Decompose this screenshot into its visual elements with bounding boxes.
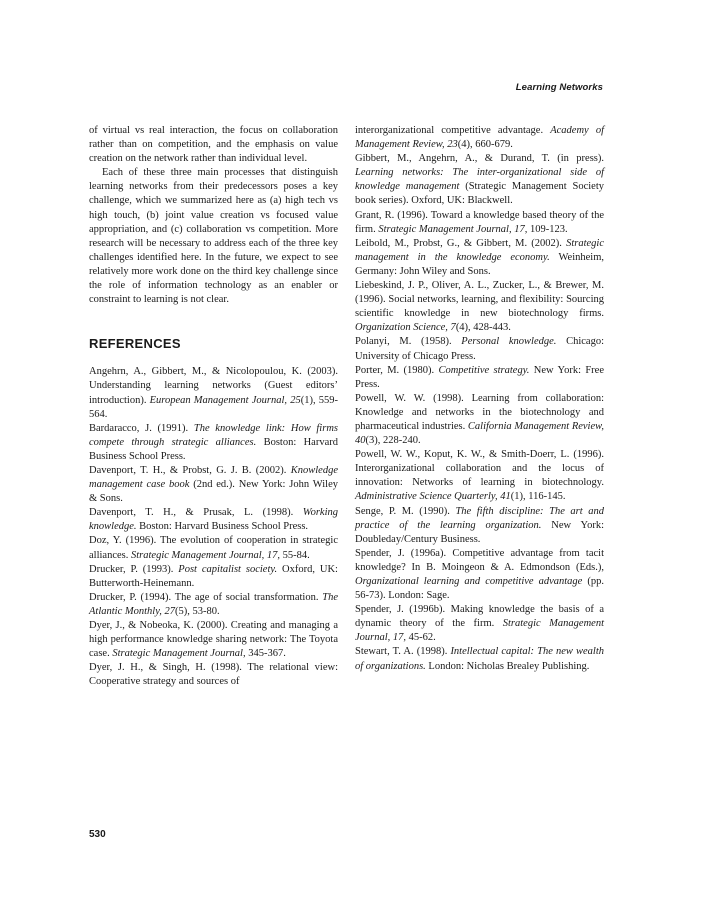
reference-entry [355,209,604,237]
reference-text: (4), 428-443. [455,322,511,334]
reference-text: New York: Doubleday/Century Business. [355,519,604,545]
reference-entry [355,547,604,603]
reference-entry [355,237,604,279]
reference-text: (5), 53-80. [175,605,220,617]
reference-entry [89,563,338,591]
reference-source-title: European Management Journal, 25 [149,394,301,406]
reference-source-title: Knowledge management case book [89,464,338,491]
reference-text: 109-123. [527,223,568,235]
reference-source-title: Personal knowledge. [461,336,557,348]
reference-text: Leibold, M., Probst, G., & Gibbert, M. (2002). [355,237,567,249]
page-number: 530 [89,829,106,840]
reference-text: Drucker, P. (1994). The age of social transformation. [89,591,323,603]
reference-text: Bardaracco, J. (1991). [89,422,194,434]
left-column [89,124,338,689]
reference-text: Davenport, T. H., & Prusak, L. (1998). [89,507,303,519]
reference-text: Boston: Harvard Business School Press. [89,436,338,462]
reference-text: (Strategic Management Society book series). Oxford, UK: Blackwell. [355,181,604,207]
reference-source-title: Post capitalist society. [178,563,278,575]
body-paragraph: Each of these three main processes that distinguish learning networks from their predecessors poses a key challenge, which we summarized here as (a) high tech vs high touch, (b) joint value creation vs focused value appropriation, and (c) collaboration vs competition. More research will be necessary to address each of the three key challenges identified here. In the future, we expect to see relatively more work done on the third key challenge since the role of information technology as an enabler or constraint to learning is not clear. [89,167,338,306]
reference-text: (4), 660-679. [457,139,513,151]
reference-text: 345-367. [245,648,286,660]
reference-source-title: Organizational learning and competitive advantage [355,576,583,587]
reference-entry [89,619,338,661]
reference-source-title: Strategic Management Journal, [112,648,246,660]
reference-source-title: Intellectual capital: The new wealth of organizations. [355,646,604,672]
reference-text: 55-84. [280,549,310,561]
reference-text: Doz, Y. (1996). The evolution of cooperation in strategic alliances. [89,535,338,561]
reference-text: New York: Free Press. [355,364,604,390]
reference-text: Oxford, UK: Butterworth-Heinemann. [89,563,338,589]
reference-entry [355,364,604,392]
reference-source-title: California Management Review, 40 [355,420,604,447]
reference-text: Dyer, J., & Nobeoka, K. (2000). Creating and managing a high performance knowledge sharing network: The Toyota case. [89,620,338,660]
reference-source-title: Administrative Science Quarterly, 41 [355,491,511,503]
reference-entry [355,335,604,363]
reference-source-title: Competitive strategy. [438,364,530,376]
reference-source-title: The Atlantic Monthly, 27 [89,591,338,617]
reference-text: (3), 228-240. [365,435,421,447]
reference-text: (1), 559-564. [89,394,338,420]
reference-source-title: Strategic Management Journal, 17, [378,223,528,235]
reference-text: Porter, M. (1980). [355,364,439,376]
reference-text: Senge, P. M. (1990). [355,505,456,517]
reference-source-title: The knowledge link: How firms compete through strategic alliances. [89,422,338,448]
reference-entry [355,448,604,504]
reference-source-title: Strategic Management Journal, 17, [130,549,280,561]
reference-entry [355,505,604,547]
reference-entry [89,661,338,689]
reference-text: Chicago: University of Chicago Press. [355,336,604,362]
reference-text: Gibbert, M., Angehrn, A., & Durand, T. (in press). [355,153,604,165]
reference-text: Powell, W. W. (1998). Learning from collaboration: Knowledge and networks in the biotechnology and pharmaceutical industries. [355,392,604,432]
reference-source-title: Learning networks: The inter-organizational side of knowledge management [355,167,604,193]
reference-entry [89,365,338,421]
reference-entry [89,506,338,534]
reference-list-left [89,365,338,689]
reference-text: Drucker, P. (1993). [89,563,179,575]
running-header: Learning Networks [515,82,603,93]
reference-text: Grant, R. (1996). Toward a knowledge based theory of the firm. [355,209,604,235]
body-paragraph: of virtual vs real interaction, the focus on collaboration rather than on competition, and the emphasis on value creation on the network rather than individual level. [89,125,338,165]
reference-source-title: Strategic management in the knowledge economy. [355,237,604,263]
reference-entry [89,422,338,464]
reference-entry [355,603,604,645]
reference-text: Powell, W. W., Koput, K. W., & Smith-Doerr, L. (1996). Interorganizational collaboration and the locus of innovation: Networks of learning in biotechnology. [355,449,604,489]
reference-source-title: The fifth discipline: The art and practice of the learning organization. [355,505,605,531]
reference-source-title: Academy of Management Review, 23 [355,125,604,151]
reference-text: interorganizational competitive advantage. [355,125,551,136]
right-column [355,124,604,674]
reference-text: Dyer, J. H., & Singh, H. (1998). The relational view: Cooperative strategy and sources of [89,662,338,688]
reference-text: Spender, J. (1996a). Competitive advantage from tacit knowledge? In B. Moingeon & A. Edmondson (Eds.), [355,547,604,573]
reference-entry [355,279,604,335]
reference-text: Weinheim, Germany: John Wiley and Sons. [355,251,604,277]
reference-text: Stewart, T. A. (1998). [355,646,451,658]
reference-text: Spender, J. (1996b). Making knowledge the basis of a dynamic theory of the firm. [355,604,604,630]
reference-entry [89,591,338,619]
reference-text: (pp. 56-73). London: Sage. [355,576,605,602]
reference-entry [89,534,338,562]
reference-source-title: Organization Science, 7 [355,322,456,334]
reference-text: (2nd ed.). New York: John Wiley & Sons. [89,479,338,505]
reference-entry [355,124,604,152]
reference-source-title: Strategic Management Journal, 17, [355,618,604,644]
reference-entry [355,392,604,448]
reference-text: (1), 116-145. [510,491,566,503]
reference-text: Angehrn, A., Gibbert, M., & Nicolopoulou, K. (2003). Understanding learning networks (Guest editors’ introduction). [89,366,338,406]
reference-entry [355,152,604,208]
reference-text: London: Nicholas Brealey Publishing. [425,660,590,672]
reference-text: Boston: Harvard Business School Press. [136,521,309,533]
reference-entry [355,645,604,673]
reference-text: Liebeskind, J. P., Oliver, A. L., Zucker, L., & Brewer, M. (1996). Social networks, learning, and flexibility: Sourcing scientific knowledge in new biotechnology firms. [355,280,604,320]
reference-list-right [355,124,604,674]
references-heading: REFERENCES [89,336,181,352]
reference-text: Davenport, T. H., & Probst, G. J. B. (2002). [89,464,291,476]
reference-text: 45-62. [406,632,436,644]
reference-source-title: Working knowledge. [89,507,338,533]
reference-text: Polanyi, M. (1958). [355,336,462,348]
reference-entry [89,464,338,506]
